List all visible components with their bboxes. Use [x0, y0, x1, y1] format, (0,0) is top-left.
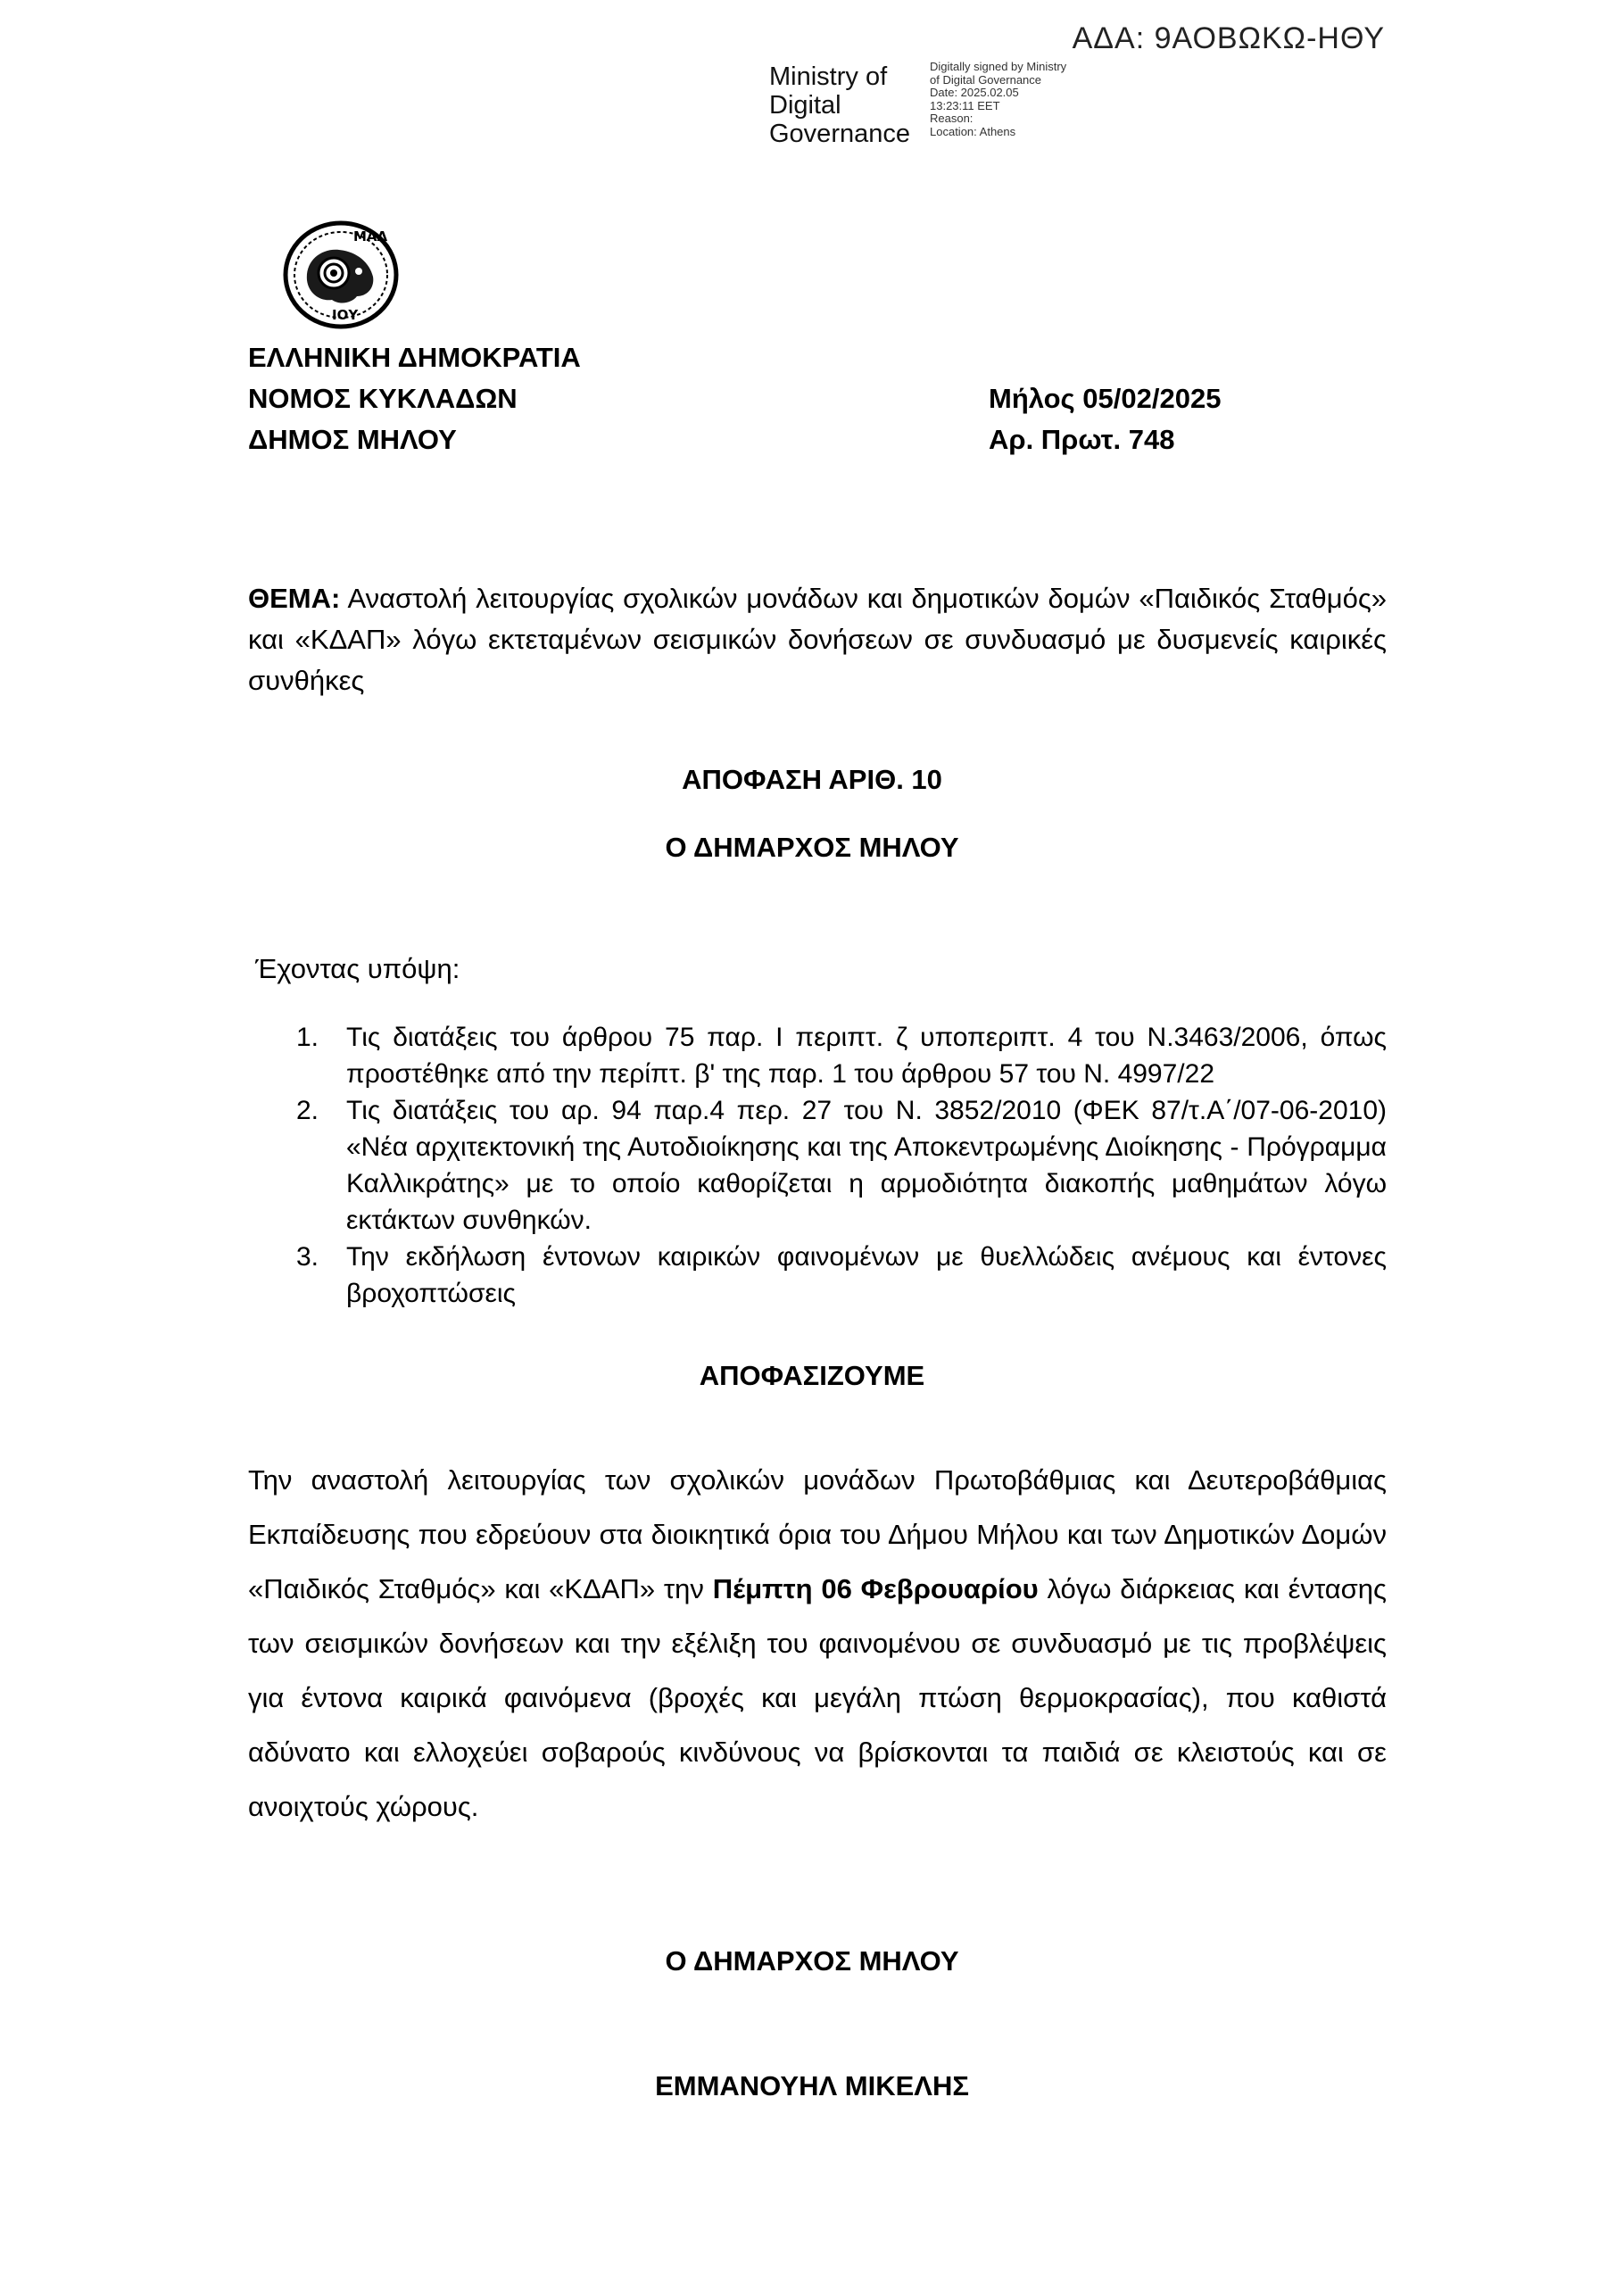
- signature-detail-line: 13:23:11 EET: [930, 98, 1000, 112]
- list-item: [296, 1092, 1387, 1239]
- signature-detail-line: Reason:: [930, 112, 974, 125]
- digital-signature-details: [930, 61, 1066, 138]
- signature-detail-line: Digitally signed by Ministry: [930, 60, 1067, 73]
- list-item: [296, 1019, 1387, 1092]
- digital-signature-org: [769, 62, 910, 148]
- issuer-prefecture: ΝΟΜΟΣ ΚΥΚΛΑΔΩΝ: [248, 383, 518, 414]
- signature-detail-line: of Digital Governance: [930, 72, 1042, 87]
- signatory-name: ΕΜΜΑΝΟΥΗΛ ΜΙΚΕΛΗΣ: [655, 2070, 969, 2101]
- seal-lettering-top: ΜΑΛ: [353, 228, 388, 245]
- date-protocol-block: [989, 378, 1221, 460]
- seal-lettering-bottom: ΙΟΥ: [332, 307, 359, 323]
- document-date: Μήλος 05/02/2025: [989, 383, 1222, 414]
- mayor-heading: Ο ΔΗΜΑΡΧΟΣ ΜΗΛΟΥ: [665, 832, 959, 863]
- signatory-title: Ο ΔΗΜΑΡΧΟΣ ΜΗΛΟΥ: [665, 1945, 959, 1977]
- list-item-number: 2.: [296, 1096, 319, 1125]
- list-item-text: Τις διατάξεις του άρθρου 75 παρ. Ι περιπτ. ζ υποπεριπτ. 4 του Ν.3463/2006, όπως προστέθηκε από την περίπτ. β' της παρ. 1 του άρθρου 57 του Ν. 4997/22: [346, 1023, 1387, 1089]
- issuer-block: [248, 337, 581, 460]
- decision-number-heading: ΑΠΟΦΑΣΗ ΑΡΙΘ. 10: [682, 764, 942, 795]
- list-item-text: Την εκδήλωση έντονων καιρικών φαινομένων με θυελλώδεις ανέμους και έντονες βροχοπτώσεις: [346, 1242, 1387, 1308]
- signature-org-line: Governance: [769, 120, 910, 148]
- signature-org-line: Ministry of: [769, 62, 888, 91]
- issuer-municipality: ΔΗΜΟΣ ΜΗΛΟΥ: [248, 424, 457, 455]
- municipal-seal-icon: [280, 218, 402, 332]
- subject-paragraph: [248, 578, 1387, 701]
- subject-text: Αναστολή λειτουργίας σχολικών μονάδων και δημοτικών δομών «Παιδικός Σταθμός» και «ΚΔΑΠ» λόγω εκτεταμένων σεισμικών δονήσεων σε συνδυασμό με δυσμενείς καιρικές συνθήκες: [248, 583, 1387, 696]
- considerations-list: [296, 1019, 1387, 1312]
- ada-code: ΑΔΑ: 9ΑΟΒΩΚΩ-ΗΘΥ: [1072, 21, 1385, 55]
- decision-body-part1: Την αναστολή λειτουργίας των σχολικών μονάδων Πρωτοβάθμιας και Δευτεροβάθμιας Εκπαίδευσης που εδρεύουν στα διοικητικά όρια του Δήμου Μήλου και των Δημοτικών Δομών «Παιδικός Σταθμός» και «ΚΔΑΠ» την: [248, 1464, 1387, 1604]
- decision-date-emphasis: Πέμπτη 06 Φεβρουαρίου: [712, 1573, 1039, 1604]
- list-item-number: 3.: [296, 1242, 319, 1272]
- issuer-country: ΕΛΛΗΝΙΚΗ ΔΗΜΟΚΡΑΤΙΑ: [248, 342, 581, 373]
- signature-org-line: Digital: [769, 91, 841, 120]
- list-item-number: 1.: [296, 1023, 319, 1052]
- considering-label: Έχοντας υπόψη:: [255, 953, 460, 984]
- list-item: [296, 1239, 1387, 1312]
- decide-heading: ΑΠΟΦΑΣΙΖΟΥΜΕ: [699, 1360, 925, 1391]
- signature-detail-line: Date: 2025.02.05: [930, 86, 1019, 99]
- signature-detail-line: Location: Athens: [930, 124, 1016, 138]
- list-item-text: Τις διατάξεις του αρ. 94 παρ.4 περ. 27 του Ν. 3852/2010 (ΦΕΚ 87/τ.Α΄/07-06-2010) «Νέα αρχιτεκτονική της Αυτοδιοίκησης και της Αποκεντρωμένης Διοίκησης - Πρόγραμμα Καλλικράτης» με το οποίο καθορίζεται η αρμοδιότητα διακοπής μαθημάτων λόγω εκτάκτων συνθηκών.: [346, 1096, 1387, 1235]
- decision-body: [248, 1453, 1387, 1834]
- subject-label: ΘΕΜΑ:: [248, 583, 341, 614]
- decision-body-part2: λόγω διάρκειας και έντασης των σεισμικών δονήσεων και την εξέλιξη του φαινομένου σε συνδυασμό με τις προβλέψεις για έντονα καιρικά φαινόμενα (βροχές και μεγάλη πτώση θερμοκρασίας), που καθιστά αδύνατο και ελλοχεύει σοβαρούς κινδύνους να βρίσκονται τα παιδιά σε κλειστούς και σε ανοιχτούς χώρους.: [248, 1573, 1387, 1822]
- protocol-number: Αρ. Πρωτ. 748: [989, 424, 1175, 455]
